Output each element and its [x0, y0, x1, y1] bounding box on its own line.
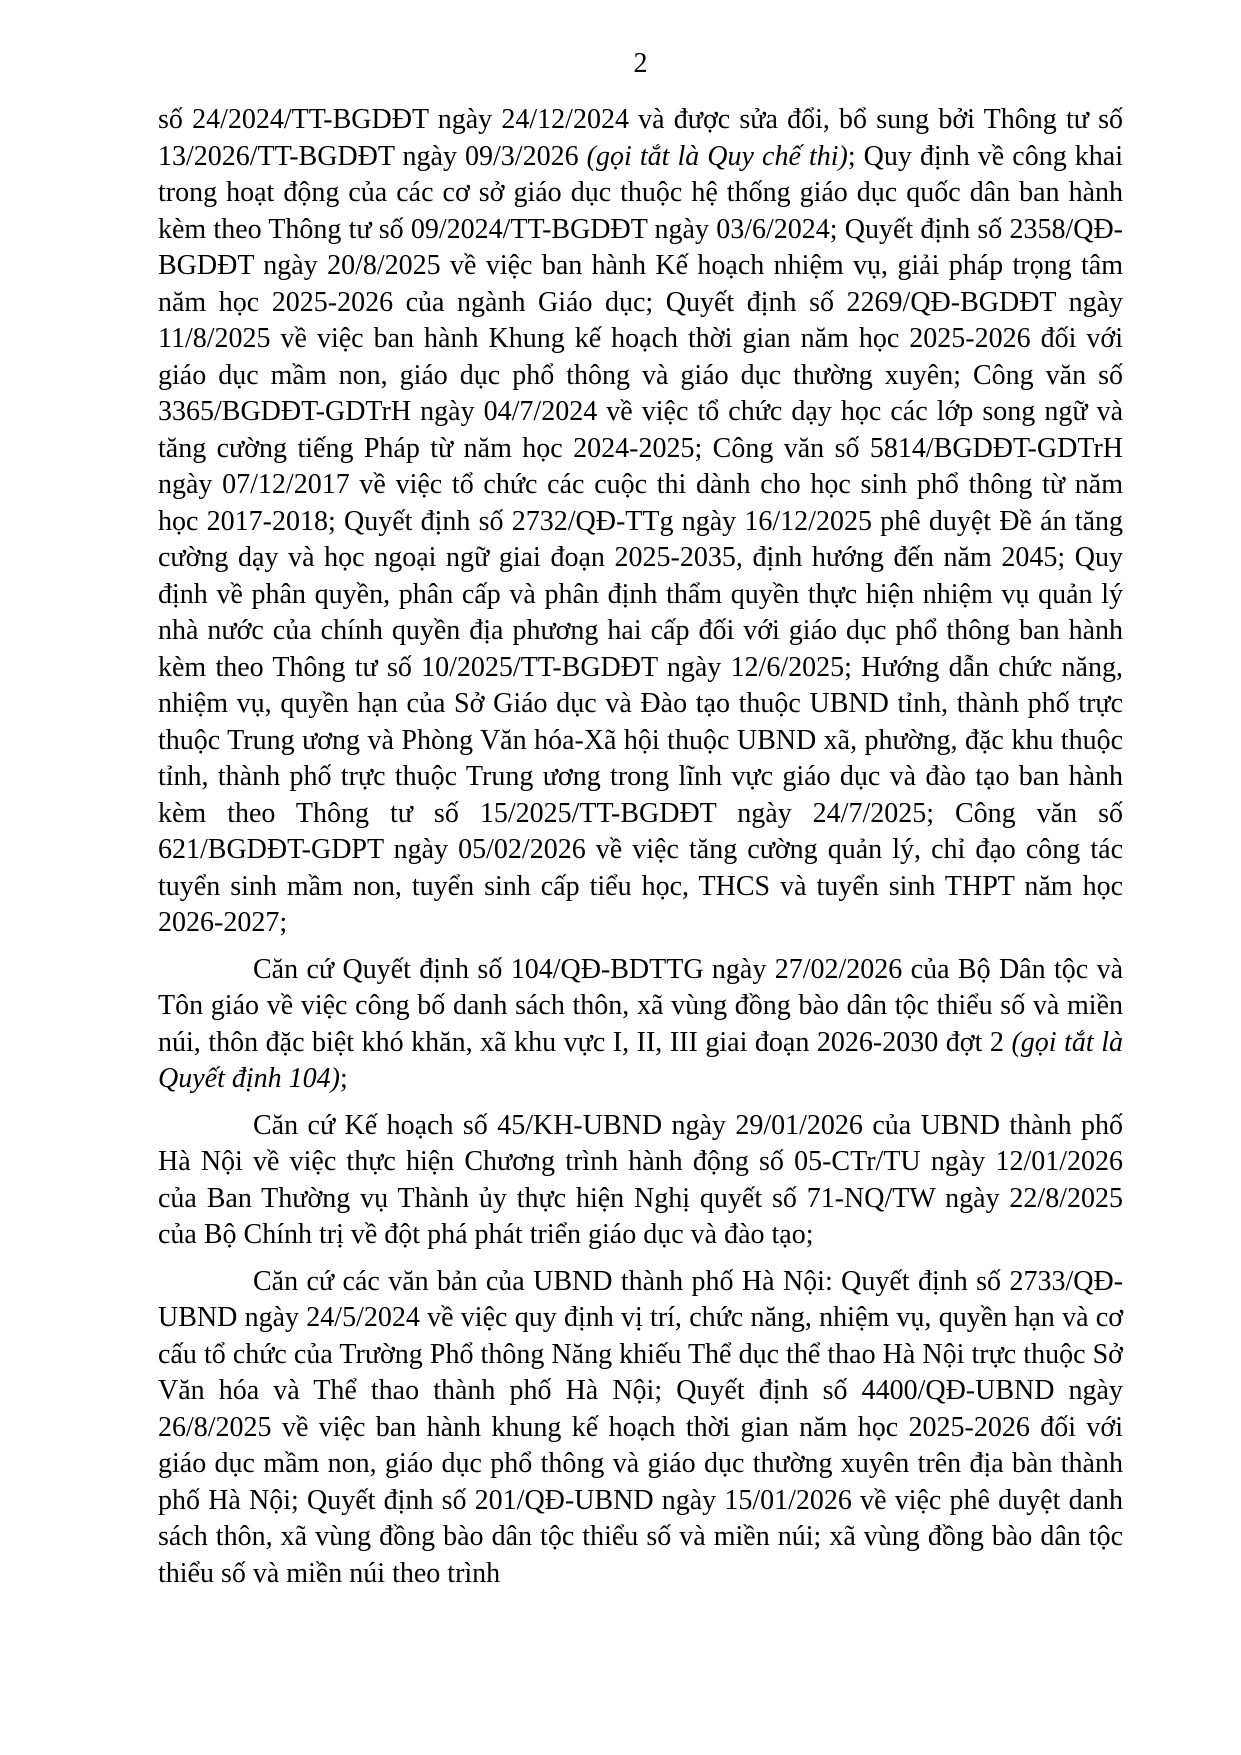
paragraph-can-cu-quyet-dinh-104 — [158, 952, 1123, 1098]
text-run: ; Quy định về công khai trong hoạt động của các cơ sở giáo dục thuộc hệ thống giáo dục quốc dân ban hành kèm theo Thông tư số 09/2024/TT-BGDĐT ngày 03/6/2024; Quyết định số 2358/QĐ-BGDĐT ngày 20/8/2025 về việc ban hành Kế hoạch nhiệm vụ, giải pháp trọng tâm năm học 2025-2026 của ngành Giáo dục; Quyết định số 2269/QĐ-BGDĐT ngày 11/8/2025 về việc ban hành Khung kế hoạch thời gian năm học 2025-2026 đối với giáo dục mầm non, giáo dục phổ thông và giáo dục thường xuyên; Công văn số 3365/BGDĐT-GDTrH ngày 04/7/2024 về việc tổ chức dạy học các lớp song ngữ và tăng cường tiếng Pháp từ năm học 2024-2025; Công văn số 5814/BGDĐT-GDTrH ngày 07/12/2017 về việc tổ chức các cuộc thi dành cho học sinh phổ thông từ năm học 2017-2018; Quyết định số 2732/QĐ-TTg ngày 16/12/2025 phê duyệt Đề án tăng cường dạy và học ngoại ngữ giai đoạn 2025-2035, định hướng đến năm 2045; Quy định về phân quyền, phân cấp và phân định thẩm quyền thực hiện nhiệm vụ quản lý nhà nước của chính quyền địa phương hai cấp đối với giáo dục phổ thông ban hành kèm theo Thông tư số 10/2025/TT-BGDĐT ngày 12/6/2025; Hướng dẫn chức năng, nhiệm vụ, quyền hạn của Sở Giáo dục và Đào tạo thuộc UBND tỉnh, thành phố trực thuộc Trung ương và Phòng Văn hóa-Xã hội thuộc UBND xã, phường, đặc khu thuộc tỉnh, thành phố trực thuộc Trung ương trong lĩnh vực giáo dục và đào tạo ban hành kèm theo Thông tư số 15/2025/TT-BGDĐT ngày 24/7/2025; Công văn số 621/BGDĐT-GDPT ngày 05/02/2026 về việc tăng cường quản lý, chỉ đạo công tác tuyển sinh mầm non, tuyển sinh cấp tiểu học, THCS và tuyển sinh THPT năm học 2026-2027; — [158, 140, 1124, 938]
text-run: số 24/2024/TT-BGDĐT ngày 24/12/2024 và được sửa đổi, bổ sung bởi Thông tư số 13/2026/TT-BGDĐT ngày 09/3/2026 — [158, 104, 1123, 172]
document-body — [158, 102, 1123, 1592]
text-run: Căn cứ Kế hoạch số 45/KH-UBND ngày 29/01/2026 của UBND thành phố Hà Nội về việc thực hiện Chương trình hành động số 05-CTr/TU ngày 12/01/2026 của Ban Thường vụ Thành ủy thực hiện Nghị quyết số 71-NQ/TW ngày 22/8/2025 của Bộ Chính trị về đột phá phát triển giáo dục và đào tạo; — [158, 1109, 1123, 1250]
paragraph-legal-basis-ministry — [158, 102, 1123, 942]
text-run: ; — [339, 1063, 348, 1094]
italic-run-quyet-dinh-104: (gọi tắt là Quyết định 104) — [158, 1026, 1123, 1094]
paragraph-can-cu-ke-hoach-45 — [158, 1108, 1123, 1254]
text-run: Căn cứ các văn bản của UBND thành phố Hà Nội: Quyết định số 2733/QĐ-UBND ngày 24/5/2024 về việc quy định vị trí, chức năng, nhiệm vụ, quyền hạn và cơ cấu tổ chức của Trường Phổ thông Năng khiếu Thể dục thể thao Hà Nội trực thuộc Sở Văn hóa và Thể thao thành phố Hà Nội; Quyết định số 4400/QĐ-UBND ngày 26/8/2025 về việc ban hành khung kế hoạch thời gian năm học 2025-2026 đối với giáo dục mầm non, giáo dục phổ thông và giáo dục thường xuyên trên địa bàn thành phố Hà Nội; Quyết định số 201/QĐ-UBND ngày 15/01/2026 về việc phê duyệt danh sách thôn, xã vùng đồng bào dân tộc thiểu số và miền núi; xã vùng đồng bào dân tộc thiểu số và miền núi theo trình — [158, 1265, 1123, 1589]
paragraph-can-cu-van-ban-ubnd — [158, 1264, 1123, 1593]
italic-run-quy-che-thi: (gọi tắt là Quy chế thi) — [586, 140, 848, 172]
text-run: Căn cứ Quyết định số 104/QĐ-BDTTG ngày 27/02/2026 của Bộ Dân tộc và Tôn giáo về việc công bố danh sách thôn, xã vùng đồng bào dân tộc thiểu số và miền núi, thôn đặc biệt khó khăn, xã khu vực I, II, III giai đoạn 2026-2030 đợt 2 — [158, 953, 1123, 1058]
page-number: 2 — [633, 48, 648, 79]
